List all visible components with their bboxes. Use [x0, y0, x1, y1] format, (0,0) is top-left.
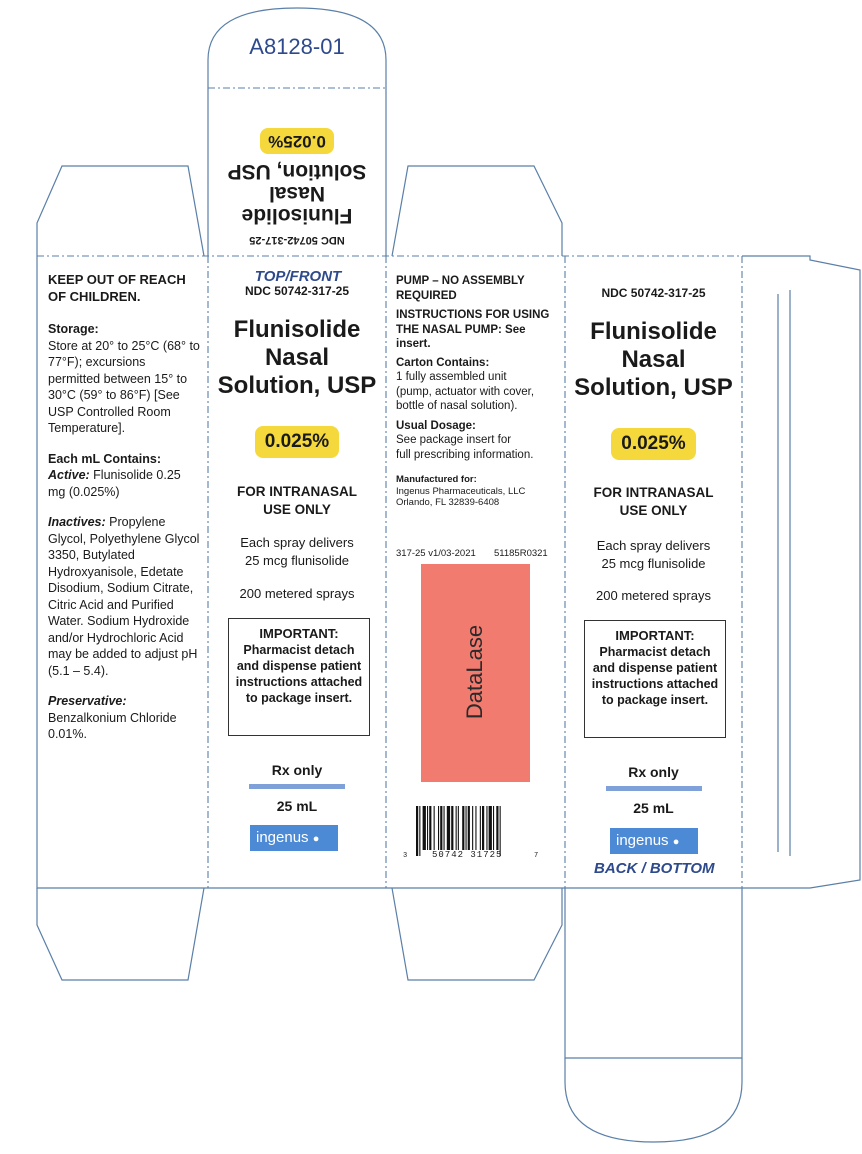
back-name-3: Solution, USP: [574, 374, 733, 401]
back-ndc: NDC 50742-317-25: [601, 286, 706, 300]
front-logo-text: ingenus: [256, 829, 309, 846]
barcode-bar: [456, 806, 457, 850]
front-important-line3: instructions attached: [235, 675, 363, 689]
barcode-bar: [468, 806, 470, 850]
instructions-line1: INSTRUCTIONS FOR USING: [396, 309, 550, 321]
back-important-box: [584, 620, 726, 738]
barcode-bar: [427, 806, 428, 850]
dosage-heading: Usual Dosage:: [396, 419, 476, 432]
front-ingenus-logo: [250, 825, 338, 851]
barcode-bar: [493, 806, 494, 850]
front-important-line4: to package insert.: [245, 691, 353, 705]
barcode-bar: [440, 806, 442, 850]
barcode-bar: [489, 806, 492, 850]
barcode-bar: [458, 806, 459, 850]
barcode-bar: [416, 806, 418, 856]
back-metered-sprays: 200 metered sprays: [596, 588, 711, 603]
barcode-left-digit: 3: [403, 852, 408, 860]
top-flap-label: [218, 96, 376, 246]
front-important-heading: IMPORTANT:: [259, 626, 339, 641]
front-important-line1: Pharmacist detach: [243, 643, 355, 657]
preservative: [48, 693, 200, 743]
barcode-bar: [480, 806, 481, 850]
item-code: 51185R0321: [494, 548, 548, 559]
back-orientation-label: BACK / BOTTOM: [594, 860, 715, 877]
preservative-label: Preservative:: [48, 694, 127, 708]
each-ml-heading: Each mL Contains:: [48, 451, 161, 466]
back-use-line1: FOR INTRANASAL: [593, 485, 714, 500]
top-flap-strength: 0.025%: [260, 128, 334, 154]
barcode-bar: [462, 806, 464, 850]
manufacturer-line1: Ingenus Pharmaceuticals, LLC: [396, 485, 526, 497]
front-name-3: Solution, USP: [217, 372, 377, 399]
front-use-line2: USE ONLY: [263, 502, 331, 517]
back-important-line1: Pharmacist detach: [599, 645, 711, 659]
pump-line2: REQUIRED: [396, 289, 457, 302]
manufactured-heading: Manufactured for:: [396, 474, 477, 485]
barcode-bar: [482, 806, 484, 850]
barcode-bar: [444, 806, 445, 850]
barcode-bar: [434, 806, 435, 850]
front-spray-line2: 25 mcg flunisolide: [244, 553, 350, 568]
datalase-label: DataLase: [462, 624, 487, 720]
back-product-name: [565, 318, 742, 402]
back-volume: 25 mL: [633, 800, 674, 816]
active-label: Active:: [48, 468, 90, 482]
side-panel: [396, 274, 562, 509]
back-divider-bar: [606, 786, 702, 791]
dosage-line2: full prescribing information.: [396, 448, 534, 461]
front-orientation-label: TOP/FRONT: [254, 268, 342, 285]
left-panel: [48, 272, 200, 743]
back-name-2: Nasal: [621, 346, 686, 373]
front-logo-icon: ●: [312, 833, 320, 845]
barcode-bar: [447, 806, 450, 850]
front-use-only: [208, 483, 386, 519]
barcode-bar: [423, 806, 426, 850]
back-important-heading: IMPORTANT:: [615, 628, 695, 643]
back-important-line2: and dispense patient: [592, 661, 718, 675]
back-logo-icon: ●: [672, 836, 680, 848]
preservative-text: Benzalkonium Chloride 0.01%.: [48, 710, 177, 741]
instructions-line2: THE NASAL PUMP: See insert.: [396, 323, 526, 350]
back-rx-only: Rx only: [628, 764, 679, 780]
back-important-line4: to package insert.: [601, 693, 709, 707]
barcode: [412, 806, 532, 856]
top-flap-name-2: Nasal: [268, 182, 326, 205]
back-use-line2: USE ONLY: [619, 503, 688, 518]
front-rx-only: Rx only: [271, 762, 323, 778]
version-code: 317-25 v1/03-2021: [396, 548, 476, 559]
barcode-bar: [500, 806, 501, 856]
barcode-number: 50742 31725: [432, 850, 503, 860]
pump-line1: PUMP – NO ASSEMBLY: [396, 275, 525, 287]
carton-heading: Carton Contains:: [396, 356, 490, 369]
back-spray-line1: Each spray delivers: [596, 538, 711, 553]
back-strength-badge: 0.025%: [611, 428, 695, 460]
back-important-line3: instructions attached: [591, 677, 719, 691]
active-text: Flunisolide 0.25 mg (0.025%): [48, 468, 181, 499]
front-metered-sprays: 200 metered sprays: [239, 586, 355, 601]
barcode-bar: [472, 806, 473, 850]
inactives-text: Propylene Glycol, Polyethylene Glycol 3350, Butylated Hydroxyanisole, Edetate Disodium, Sodium Citrate, Citric Acid and Purified Water. Sodium Hydroxide and/or Hydrochloric Acid may be added to adjust pH (5.1 – 5.4).: [48, 515, 200, 678]
front-product-name: [208, 316, 386, 400]
barcode-bar: [466, 806, 467, 850]
back-ingenus-logo: [610, 828, 698, 854]
back-use-only: [565, 484, 742, 520]
carton-line2: (pump, actuator with cover,: [396, 385, 535, 398]
storage-text: Store at 20° to 25°C (68° to 77°F); excursions permitted between 15° to 30°C (59° to 86°F) [See USP Controlled Room Temperature].: [48, 338, 200, 435]
storage-heading: Storage:: [48, 322, 99, 336]
front-ndc: NDC 50742-317-25: [244, 284, 350, 298]
keep-out-warning: KEEP OUT OF REACH OF CHILDREN.: [48, 272, 186, 304]
manufacturer-block: [396, 474, 562, 509]
front-divider-bar: [249, 784, 345, 789]
front-strength-badge: 0.025%: [255, 426, 339, 458]
back-spray-line2: 25 mcg flunisolide: [601, 556, 706, 571]
barcode-right-digit: 7: [534, 852, 539, 860]
barcode-bar: [438, 806, 439, 850]
front-important-line2: and dispense patient: [236, 659, 362, 673]
front-spray-line1: Each spray delivers: [240, 535, 354, 550]
front-spray-dose: [208, 534, 386, 570]
manufacturer-line2: Orlando, FL 32839-6408: [396, 497, 500, 508]
carton-line3: bottle of nasal solution).: [396, 400, 518, 412]
barcode-bar: [486, 806, 487, 850]
front-volume: 25 mL: [276, 798, 318, 814]
barcode-bar: [419, 806, 420, 856]
barcode-bar: [496, 806, 498, 850]
top-flap-name-3: Solution, USP: [227, 160, 367, 183]
inactive-ingredients: [48, 514, 200, 679]
front-name-2: Nasal: [264, 344, 330, 371]
barcode-bar: [429, 806, 431, 850]
back-spray-dose: [565, 537, 742, 573]
front-name-1: Flunisolide: [233, 316, 361, 343]
carton-line1: 1 fully assembled unit: [396, 371, 507, 383]
top-flap-ndc: NDC 50742-317-25: [249, 234, 345, 246]
top-flap-name-1: Flunisolide: [241, 204, 353, 227]
barcode-bar: [451, 806, 453, 850]
barcode-bars: [412, 806, 532, 856]
barcode-bar: [475, 806, 476, 850]
inactives-label: Inactives:: [48, 515, 106, 529]
back-name-1: Flunisolide: [590, 318, 717, 345]
front-important-box: [228, 618, 370, 736]
back-logo-text: ingenus: [616, 832, 669, 849]
active-ingredient: [48, 467, 200, 500]
datalase-area: [421, 564, 530, 782]
carton-code: A8128-01: [249, 34, 345, 59]
front-use-line1: FOR INTRANASAL: [237, 484, 357, 499]
dosage-line1: See package insert for: [396, 434, 512, 446]
